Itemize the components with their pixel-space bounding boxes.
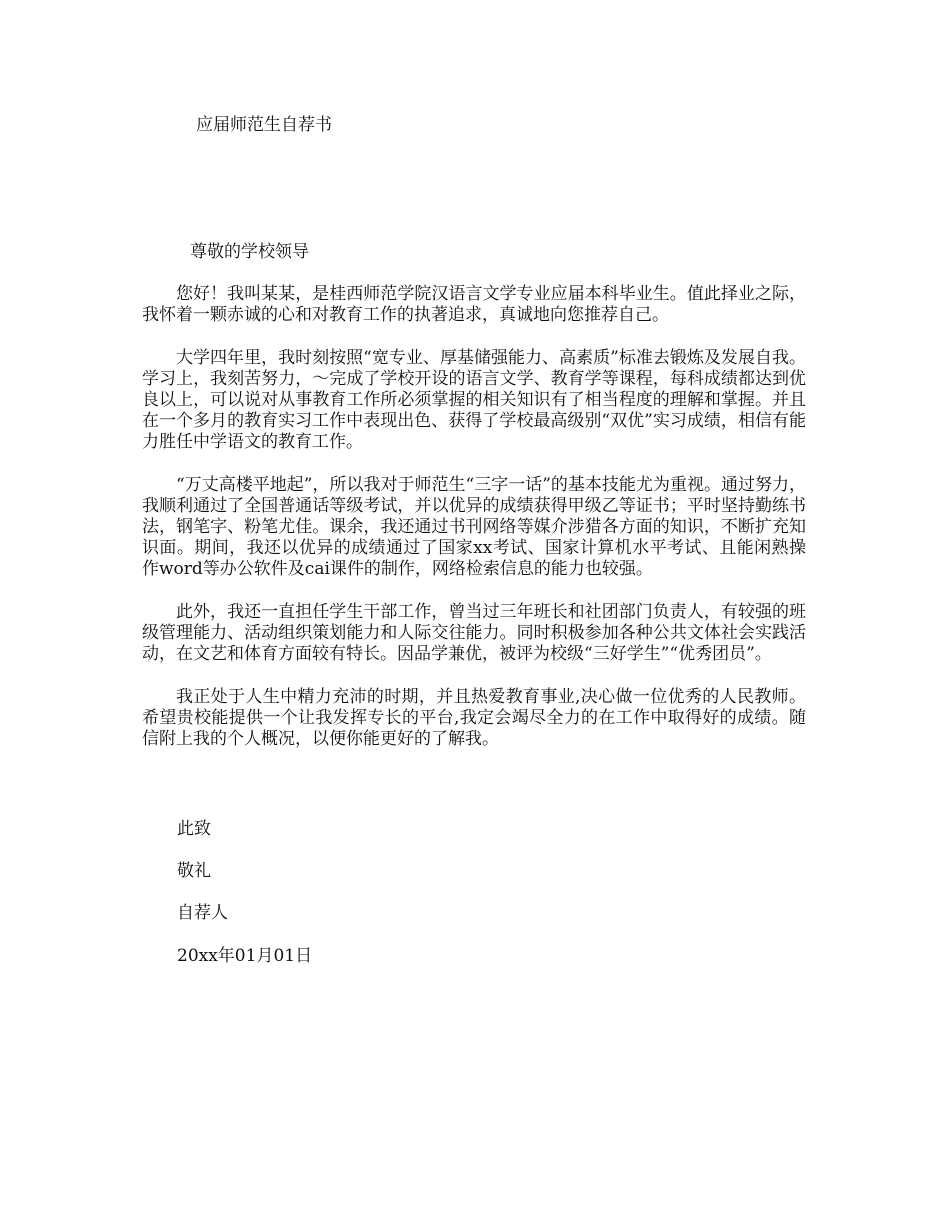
paragraph-study: 大学四年里，我时刻按照“宽专业、厚基储强能力、高素质”标准去锻炼及发展自我。学习上，我刻苦努力，～完成了学校开设的语言文学、教育学等课程，每科成绩都达到优良以上，可以说对从事教育工作所必须掌握的相关知识有了相当程度的理解和掌握。并且在一个多月的教育实习工作中表现出色、获得了学校最高级别“双优”实习成绩，相信有能力胜任中学语文的教育工作。: [142, 348, 806, 452]
letter-date: 20xx年01月01日: [177, 946, 313, 966]
letter-body: [142, 284, 806, 772]
closing-jingli: 敬礼: [177, 861, 211, 881]
paragraph-activities: 此外，我还一直担任学生干部工作，曾当过三年班长和社团部门负责人，有较强的班级管理能力、活动组织策划能力和人际交往能力。同时积极参加各种公共文体社会实践活动，在文艺和体育方面较有特长。因品学兼优，被评为校级“三好学生”“优秀团员”。: [142, 602, 806, 664]
paragraph-conclusion: 我正处于人生中精力充沛的时期，并且热爱教育事业,决心做一位优秀的人民教师。希望贵校能提供一个让我发挥专长的平台,我定会竭尽全力的在工作中取得好的成绩。随信附上我的个人概况，以便你能更好的了解我。: [142, 687, 806, 749]
salutation: 尊敬的学校领导: [190, 242, 309, 262]
document-title: 应届师范生自荐书: [196, 115, 332, 135]
paragraph-greeting: 您好！我叫某某，是桂西师范学院汉语言文学专业应届本科毕业生。值此择业之际，我怀着一颗赤诚的心和对教育工作的执著追求，真诚地向您推荐自己。: [142, 284, 806, 325]
closing-cizhi: 此致: [177, 819, 211, 839]
paragraph-skills: “万丈高楼平地起”，所以我对于师范生“三字一话”的基本技能尤为重视。通过努力，我顺利通过了全国普通话等级考试，并以优异的成绩获得甲级乙等证书；平时坚持勤练书法，钢笔字、粉笔尤佳。课余，我还通过书刊网络等媒介涉猎各方面的知识，不断扩充知识面。期间，我还以优异的成绩通过了国家xx考试、国家计算机水平考试、且能闲熟操作word等办公软件及cai课件的制作，网络检索信息的能力也较强。: [142, 475, 806, 579]
signature: 自荐人: [177, 903, 228, 923]
